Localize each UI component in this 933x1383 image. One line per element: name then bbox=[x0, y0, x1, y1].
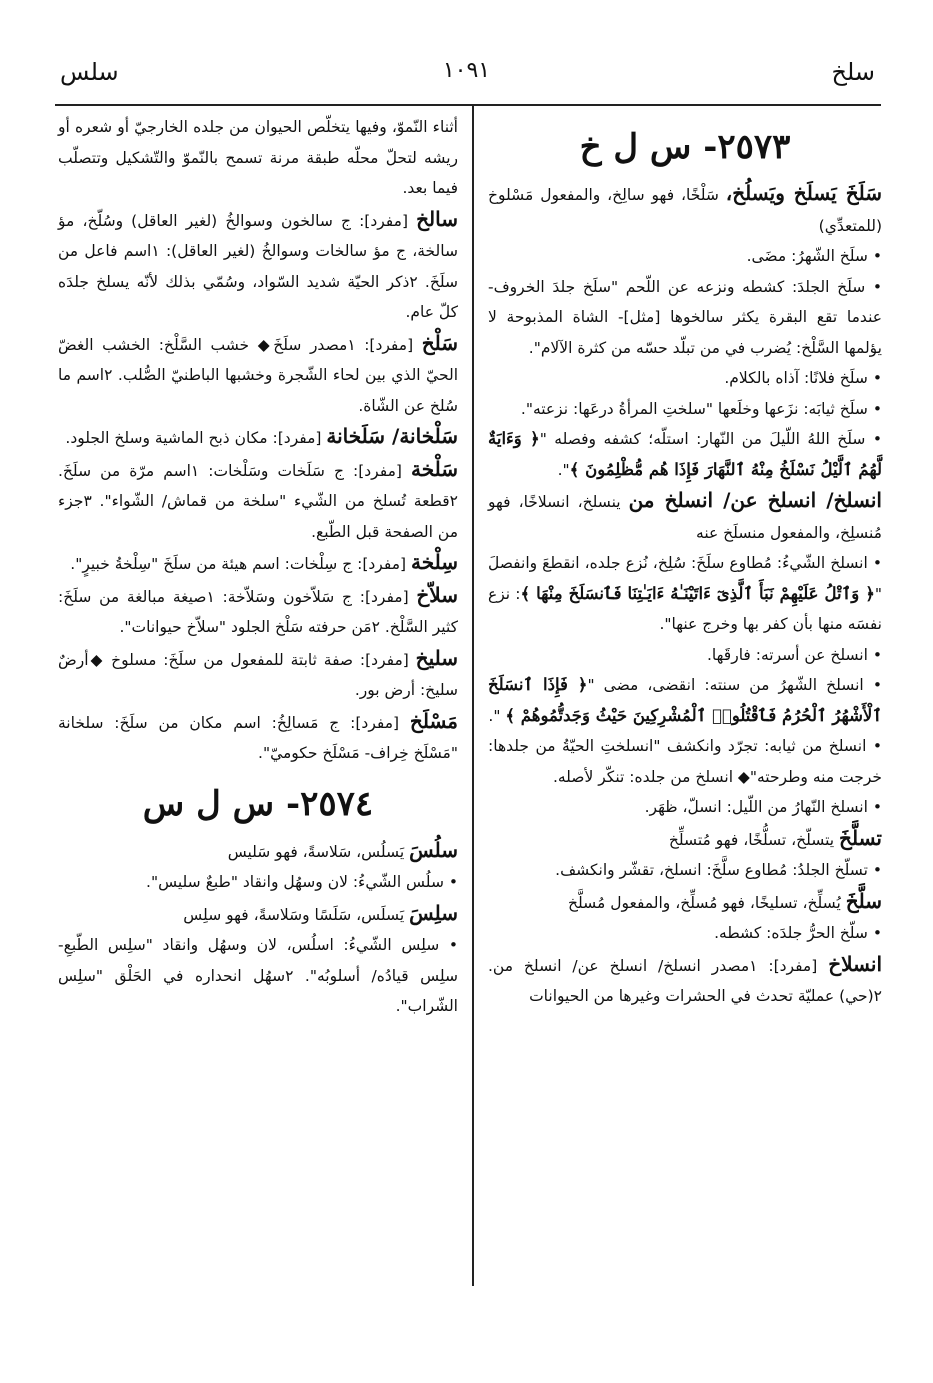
headword: سلَّخَ bbox=[845, 888, 882, 913]
headword: انسلاخ bbox=[828, 951, 882, 976]
entry-insilakh: انسلاخ [مفرد]: ١مصدر انسلخ/ انسلخ عن/ انسلخ من. ٢(حي) عمليّة تحدث في الحشرات وغيرها من الحيوانات bbox=[488, 951, 882, 1005]
headword: سِلْخة bbox=[410, 550, 458, 574]
right-column bbox=[488, 112, 882, 1012]
headword: سَلْخانة/ سَلَخانة bbox=[326, 424, 458, 448]
entry-tasallakha: تسلَّخَ يتسلّخ، تسلُّخًا، فهو مُتسلِّخ bbox=[668, 825, 882, 850]
headword: سالخ bbox=[416, 206, 458, 231]
sense: • سلَخ اللهُ اللّيلَ من النّهار: استلّه؛ كشفه وفصله "﴿ وَءَايَةٌ لَّهُمُ ٱلَّيْلُ نَسْلَخُ مِنْهُ ٱلنَّهَارَ فَإِذَا هُم مُّظْلِمُونَ ﴾". bbox=[488, 429, 882, 479]
headword: سلُسَ bbox=[409, 837, 458, 862]
page-number: ١٠٩١ bbox=[442, 58, 491, 83]
sense: • انسلخ من ثيابه: تجرّد وانكشف "انسلختِ الحيّةُ من جلدها: خرجت منه وطرحته"◆ انسلخ من جلده: تنكّر لأصله. bbox=[488, 737, 882, 786]
entry-salusa: سلُسَ يَسلُس، سَلاسةً، فهو سَليس bbox=[227, 837, 458, 862]
entry-salkha: سَلْخة [مفرد]: ج سَلَخات وسَلْخات: ١اسم مرّة من سلَخَ. ٢قطعة تُسلخ من الشّيء "سلخة من قماش/ الشّواء". ٣جزء من الصفحة قبل الطّبع. bbox=[58, 456, 458, 541]
entry-sallakha: سلَّخَ يُسلِّخ، تسليخًا، فهو مُسلِّخ، والمفعول مُسلَّخ bbox=[568, 888, 882, 913]
sense: • سلِس الشّيءُ: اسلُس، لان وسهُل وانقاد "سلِس الطّبعِ- سلِس قيادُه/ أسلوبُه". ٢سهُل انحداره في الحَلْق "سلِس الشّراب". bbox=[58, 936, 458, 1015]
headword: مَسْلَخ bbox=[409, 708, 458, 733]
headword: سلاّخ bbox=[416, 582, 458, 607]
root-title: ٢٥٧٣- س ل خ bbox=[579, 127, 791, 167]
entry-salkh: سَلْخ [مفرد]: ١مصدر سلَخَ◆ خشب السَّلْخ: الخشب الغضّ الحيّ الذي بين لحاء الشّجرة وخشبها الباطنيّ الصُّلب. ٢اسم ما سُلخ عن الشّاة. bbox=[58, 330, 459, 415]
entry-salikh: سالخ [مفرد]: ج سالخون وسوالخُ (لغير العاقل) وسُلّخ، مؤ سالخة، ج مؤ سالخات وسوالخُ (لغير العاقل): ١اسم فاعل من سلَخَ. ٢ذكر الحيّة شديد السّواد، وسُمّي بذلك لأنّه يسلخ جلدَه كلّ عام. bbox=[58, 206, 458, 321]
sense: • انسلخ الشّيءُ: مُطاوع سلَخَ: سُلِخ، نُزع جلده، انقطعَ وانفصلَ "﴿ وَٱتْلُ عَلَيْهِمْ نَبَأَ ٱلَّذِىٓ ءَاتَيْنَـٰهُ ءَايَـٰتِنَا فَٱنسَلَخَ مِنْهَا ﴾: نزع نفسَه منها بأن كفر بها وخرج عنها". bbox=[488, 554, 882, 633]
running-headword-left: سلس bbox=[60, 58, 119, 86]
header-rule bbox=[55, 104, 881, 106]
running-headword-right: سلخ bbox=[831, 58, 875, 86]
sense: • سلَخ الشّهرُ: مضَى. bbox=[746, 247, 882, 265]
entry-salkhana: سَلْخانة/ سَلَخانة [مفرد]: مكان ذبح الماشية وسلخ الجلود. bbox=[65, 424, 458, 448]
entry-salisa: سلِسَ يَسلَس، سَلَسًا وسَلاسةً، فهو سلِس bbox=[183, 900, 458, 925]
sense: • انسلخ النّهارُ من اللّيل: انسلّ، ظهَر. bbox=[644, 798, 882, 816]
sense: • انسلخ عن أسرته: فارقَها. bbox=[707, 645, 882, 664]
quran-quote: ﴿ وَءَايَةٌ لَّهُمُ ٱلَّيْلُ نَسْلَخُ مِنْهُ ٱلنَّهَارَ فَإِذَا هُم مُّظْلِمُونَ ﴾ bbox=[488, 429, 882, 479]
page-header bbox=[0, 58, 933, 98]
continuation-text: أثناء النّموّ، وفيها يتخلّص الحيوان من جلده الخارجيّ أو شعره أو ريشه لتحلّ محلّه طبقة مرنة تسمح بالنّموّ والتّشكيل وتتصلّب فيما بعد. bbox=[58, 118, 458, 197]
entry-insalakha: انسلخ/ انسلخ عن/ انسلخ من ينسلخ، انسلاخًا، فهو مُنسلِخ، والمفعول منسلَخ عنه bbox=[488, 488, 882, 542]
sense: • سلَخ ثيابَه: نزَعها وخلَعها "سلختِ المرأةُ درعَها: نزعته". bbox=[520, 399, 882, 418]
quran-quote: ﴿ وَٱتْلُ عَلَيْهِمْ نَبَأَ ٱلَّذِىٓ ءَاتَيْنَـٰهُ ءَايَـٰتِنَا فَٱنسَلَخَ مِنْهَا ﴾ bbox=[520, 583, 875, 603]
sense: • سلَخ الجلدَ: كشطه ونزعه عن اللّحم "سلَخ جلدَ الخروف- عندما تقع البقرة يكثر سالخوها [مثل]- الشاة المذبوحة لا يؤلمها السَّلْخ: يُضرب في من تبلّد حسّه من كثرة الآلام". bbox=[488, 277, 882, 357]
headword: سَلْخ bbox=[421, 330, 458, 355]
entry-maslakh: مَسْلَخ [مفرد]: ج مَسالِخُ: اسم مكان من سلَخَ: سلخانة "مَسْلَخ خِراف- مَسْلَخ حكوميّ". bbox=[58, 708, 458, 762]
entry-salakha: سَلَخَ يَسلَخ ويَسلُخ، سَلْخًا، فهو سالِخ، والمفعول مَسْلوخ (للمتعدِّي) bbox=[488, 181, 882, 235]
entry-silkha: سِلْخة [مفرد]: ج سِلْخات: اسم هيئة من سلَخَ "سِلْخةُ خبيرٍ". bbox=[70, 550, 458, 574]
headword: تسلَّخَ bbox=[839, 825, 882, 850]
quran-quote: ﴿ فَإِذَا ٱنسَلَخَ ٱلْأَشْهُرُ ٱلْحُرُمُ فَٱقْتُلُوا۟ ٱلْمُشْرِكِينَ حَيْثُ وَجَدتُّمُوهُمْ ﴾ bbox=[488, 675, 882, 725]
sense: • انسلخ الشّهرُ من سنته: انقضى، مضى "﴿ فَإِذَا ٱنسَلَخَ ٱلْأَشْهُرُ ٱلْحُرُمُ فَٱقْتُلُوا۟ ٱلْمُشْرِكِينَ حَيْثُ وَجَدتُّمُوهُمْ ﴾ ". bbox=[488, 675, 882, 725]
entry-salikh-adj: سليخ [مفرد]: صفة ثابتة للمفعول من سلَخَ: مسلوخ ◆أرضٌ سليخ: أرض بور. bbox=[58, 645, 458, 699]
headword: سليخ bbox=[415, 645, 458, 670]
root-title: ٢٥٧٤- س ل س bbox=[142, 783, 374, 824]
headword: سَلَخَ يَسلَخ ويَسلُخ، bbox=[725, 181, 882, 205]
sense: • سلَخ فلانًا: آذاه بالكلام. bbox=[724, 369, 882, 387]
sense: • سلُس الشّيءُ: لان وسهُل وانقاد "طبعٌ سليس". bbox=[146, 873, 458, 891]
column-divider bbox=[472, 106, 474, 1286]
left-column bbox=[58, 112, 458, 1022]
entry-sallakh: سلاّخ [مفرد]: ج سَلاّخون وسَلاّخة: ١صيغة مبالغة من سلَخَ: كثير السَّلْخ. ٢مَن حرفته سَلْخ الجلود "سلاّخ حيوانات". bbox=[58, 582, 458, 636]
sense: • سلّخ الحرُّ جلدَه: كشطه. bbox=[714, 924, 882, 942]
headword: سَلْخة bbox=[410, 456, 458, 481]
sense: • تسلّخ الجلدُ: مُطاوع سلَّخَ: انسلخ، تقشّر وانكشف. bbox=[555, 861, 882, 879]
headword: انسلخ/ انسلخ عن/ انسلخ من bbox=[628, 488, 882, 512]
headword: سلِسَ bbox=[409, 900, 458, 925]
